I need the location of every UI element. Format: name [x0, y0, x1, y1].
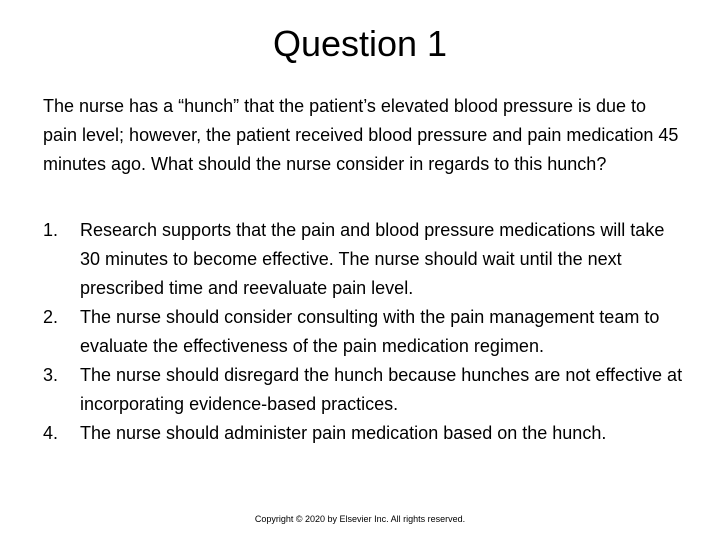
option-text: Research supports that the pain and blood pressure medications will take 30 minutes to become effective. The nurse should wait until the next prescribed time and reevaluate pain level.	[80, 220, 665, 298]
answer-option	[43, 216, 683, 303]
option-number: 3.	[43, 365, 59, 385]
option-text: The nurse should administer pain medication based on the hunch.	[80, 423, 607, 443]
answer-option	[43, 419, 683, 448]
answer-options-list	[43, 216, 683, 448]
answer-option	[43, 303, 683, 361]
option-number: 1.	[43, 220, 59, 240]
option-text: The nurse should disregard the hunch because hunches are not effective at incorporating evidence-based practices.	[80, 365, 683, 414]
option-number: 4.	[43, 423, 59, 443]
slide-title: Question 1	[272, 23, 448, 64]
option-number: 2.	[43, 307, 59, 327]
copyright-footer: Copyright © 2020 by Elsevier Inc. All rights reserved.	[254, 514, 466, 524]
answer-option	[43, 361, 683, 419]
option-text: The nurse should consider consulting with the pain management team to evaluate the effectiveness of the pain medication regimen.	[80, 307, 660, 356]
question-stem: The nurse has a “hunch” that the patient’s elevated blood pressure is due to pain level; however, the patient received blood pressure and pain medication 45 minutes ago. What should the nurse consider in regards to this hunch?	[43, 96, 679, 174]
